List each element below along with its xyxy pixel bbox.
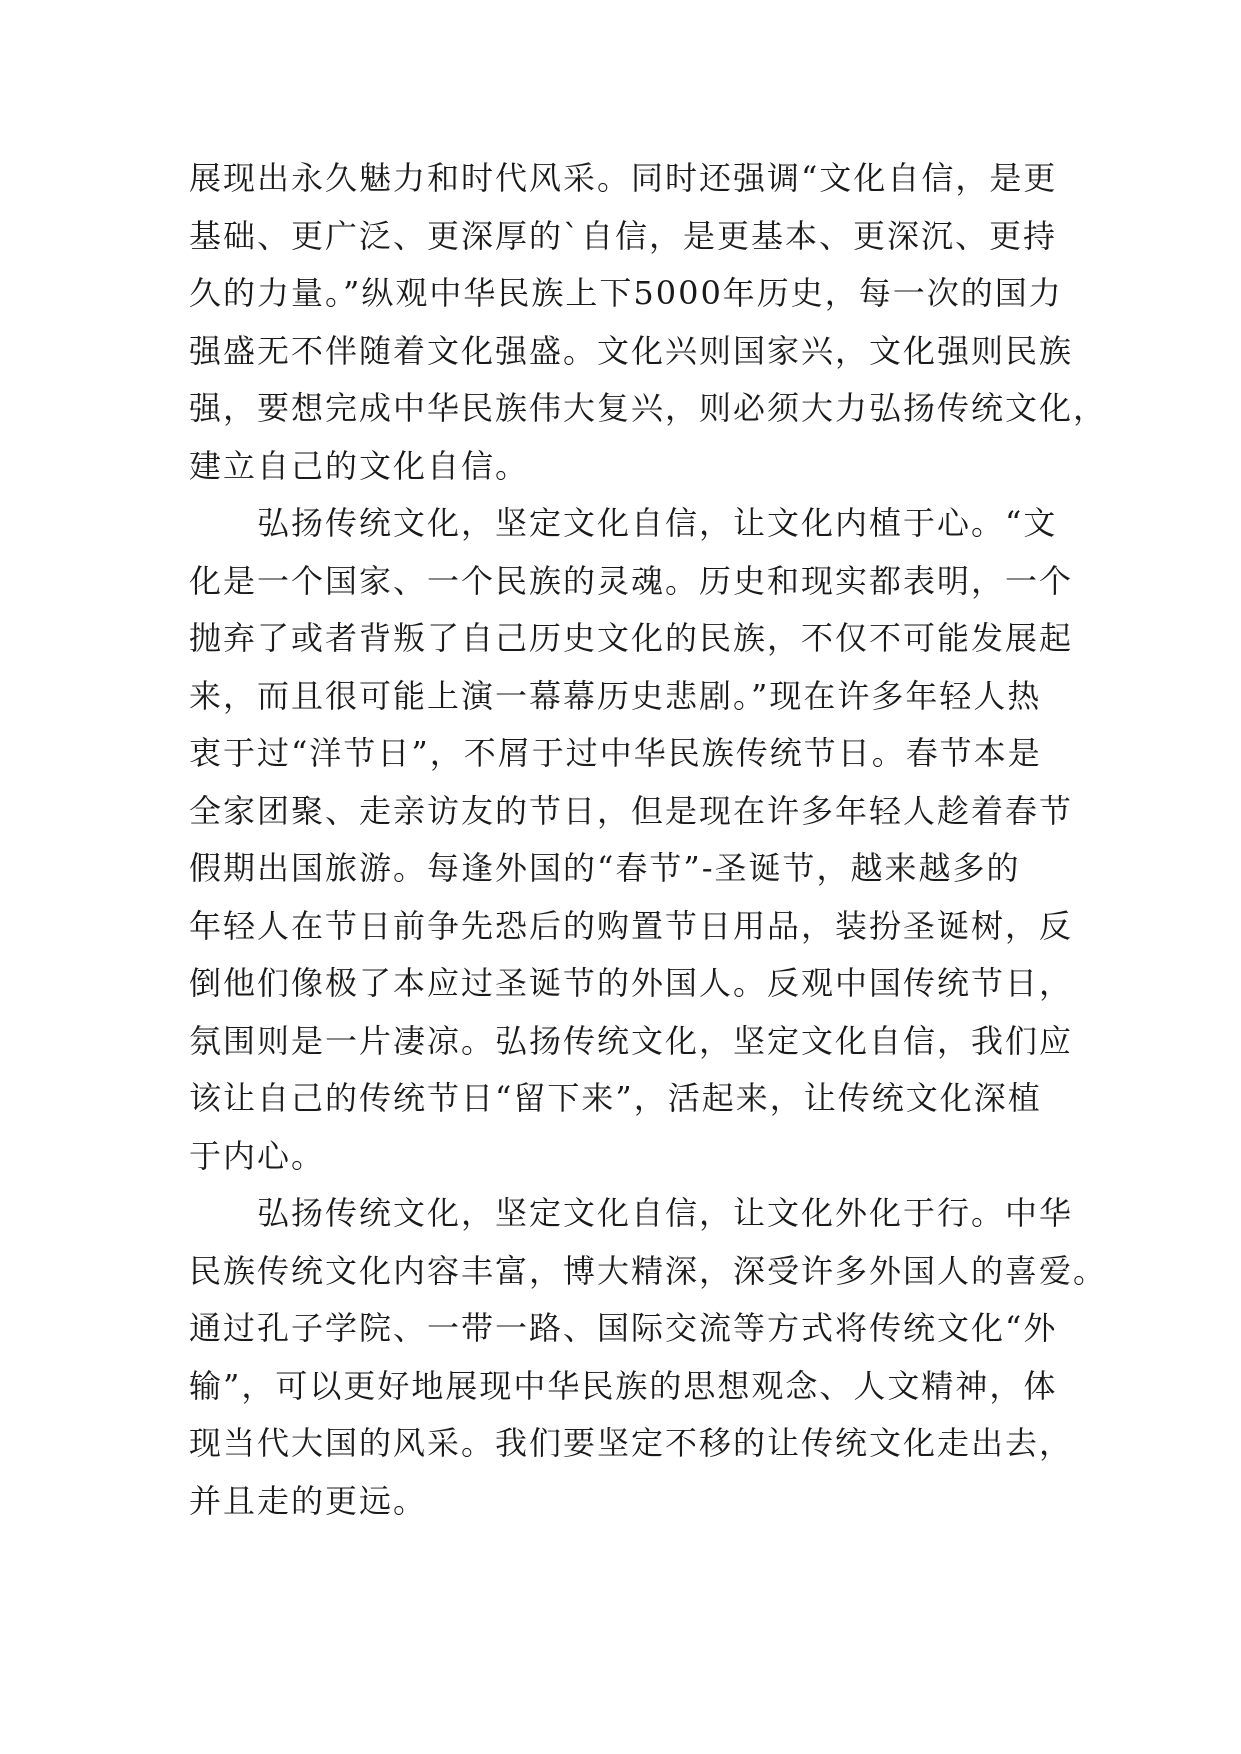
text-line: 衷于过“洋节日”，不屑于过中华民族传统节日。春节本是	[189, 734, 1042, 772]
text-line: 久的力量。”纵观中华民族上下5000年历史，每一次的国力	[189, 274, 1063, 312]
text-line: 输”，可以更好地展现中华民族的思想观念、人文精神，体	[189, 1366, 1058, 1405]
text-line: 基础、更广泛、更深厚的`自信，是更基本、更深沉、更持	[189, 216, 1058, 255]
text-line: 民族传统文化内容丰富，博大精深，深受许多外国人的喜爱。	[189, 1251, 1108, 1290]
text-line: 该让自己的传统节日“留下来”，活起来，让传统文化深植	[189, 1079, 1042, 1117]
text-line: 氛围则是一片凄凉。弘扬传统文化，坚定文化自信，我们应	[189, 1021, 1074, 1060]
text-line: 年轻人在节日前争先恐后的购置节日用品，装扮圣诞树，反	[189, 906, 1074, 945]
text-line: 于内心。	[189, 1136, 326, 1175]
text-line: 抛弃了或者背叛了自己历史文化的民族，不仅不可能发展起	[189, 619, 1074, 657]
text-line: 假期出国旅游。每逢外国的“春节”-圣诞节，越来越多的	[189, 849, 1021, 887]
text-line: 并且走的更远。	[189, 1481, 428, 1520]
text-line: 来，而且很可能上演一幕幕历史悲剧。”现在许多年轻人热	[189, 676, 1042, 715]
text-line: 化是一个国家、一个民族的灵魂。历史和现实都表明，一个	[189, 561, 1074, 600]
paragraph-first-line: 弘扬传统文化，坚定文化自信，让文化外化于行。中华	[257, 1194, 1074, 1232]
body-text	[189, 150, 1108, 1530]
text-line: 全家团聚、走亲访友的节日，但是现在许多年轻人趁着春节	[189, 791, 1074, 830]
text-line: 现当代大国的风采。我们要坚定不移的让传统文化走出去，	[189, 1424, 1074, 1462]
text-line: 倒他们像极了本应过圣诞节的外国人。反观中国传统节日，	[189, 964, 1074, 1002]
text-line: 建立自己的文化自信。	[189, 446, 530, 485]
text-line: 通过孔子学院、一带一路、国际交流等方式将传统文化“外	[189, 1309, 1058, 1347]
text-line: 展现出永久魅力和时代风采。同时还强调“文化自信，是更	[189, 159, 1058, 197]
text-line: 强，要想完成中华民族伟大复兴，则必须大力弘扬传统文化，	[189, 389, 1108, 427]
paragraph-first-line: 弘扬传统文化，坚定文化自信，让文化内植于心。“文	[257, 504, 1058, 542]
text-line: 强盛无不伴随着文化强盛。文化兴则国家兴，文化强则民族	[189, 331, 1074, 370]
